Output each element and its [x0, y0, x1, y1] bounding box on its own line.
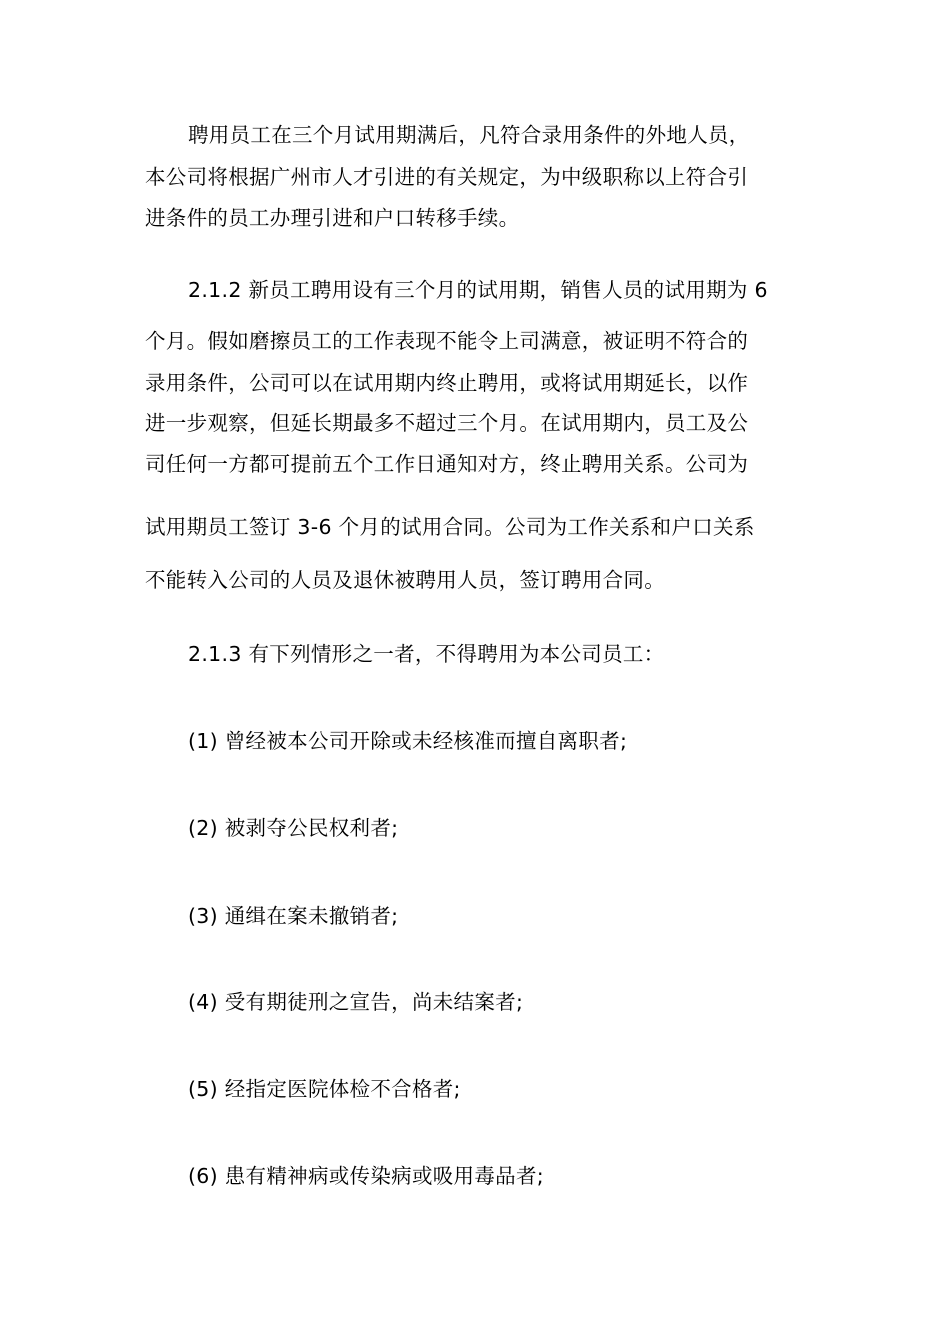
paragraph-2-line-2: 个月。假如磨擦员工的工作表现不能令上司满意，被证明不符合的 [145, 329, 749, 353]
section-heading: 2.1.3 有下列情形之一者，不得聘用为本公司员工： [188, 642, 665, 666]
list-item: (2) 被剥夺公民权利者; [188, 816, 399, 840]
paragraph-2-line-5: 司任何一方都可提前五个工作日通知对方，终止聘用关系。公司为 [145, 452, 749, 476]
list-item: (1) 曾经被本公司开除或未经核准而擅自离职者; [188, 729, 628, 753]
paragraph-1-line-3: 进条件的员工办理引进和户口转移手续。 [145, 206, 520, 230]
list-item: (4) 受有期徒刑之宣告，尚未结案者; [188, 990, 524, 1014]
paragraph-1-line-1: 聘用员工在三个月试用期满后，凡符合录用条件的外地人员， [188, 123, 750, 147]
paragraph-2-line-3: 录用条件，公司可以在试用期内终止聘用，或将试用期延长，以作 [145, 371, 749, 395]
paragraph-2-line-1: 2.1.2 新员工聘用设有三个月的试用期，销售人员的试用期为 6 [188, 278, 768, 302]
list-item: (6) 患有精神病或传染病或吸用毒品者; [188, 1164, 544, 1188]
paragraph-1-line-2: 本公司将根据广州市人才引进的有关规定，为中级职称以上符合引 [145, 165, 749, 189]
paragraph-2-line-7: 不能转入公司的人员及退休被聘用人员，签订聘用合同。 [145, 568, 665, 592]
list-item: (3) 通缉在案未撤销者; [188, 904, 399, 928]
list-item: (5) 经指定医院体检不合格者; [188, 1077, 461, 1101]
paragraph-2-line-4: 进一步观察，但延长期最多不超过三个月。在试用期内，员工及公 [145, 411, 749, 435]
paragraph-2-line-6: 试用期员工签订 3-6 个月的试用合同。公司为工作关系和户口关系 [145, 515, 755, 539]
